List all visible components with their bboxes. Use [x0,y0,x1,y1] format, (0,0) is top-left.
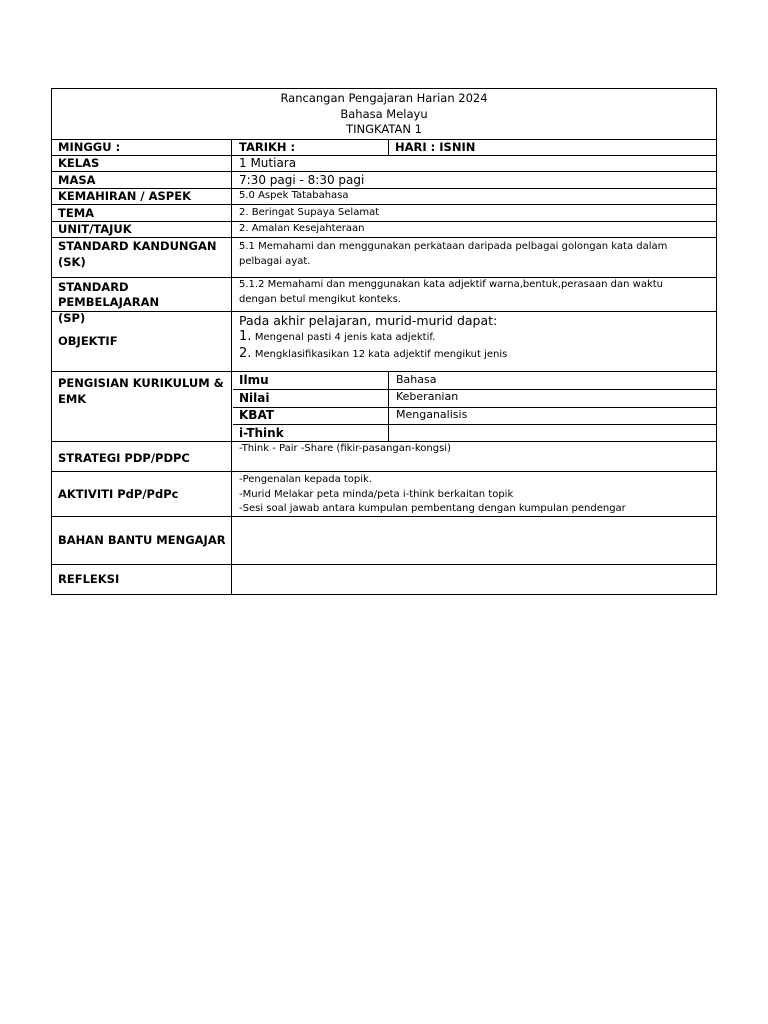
strategi-value: -Think - Pair -Share (fikir-pasangan-kongsi) [239,443,451,454]
bahan-label: BAHAN BANTU MENGAJAR [52,517,232,564]
emk-label [52,372,232,441]
hari-label: HARI : ISNIN [395,140,476,154]
minggu-label: MINGGU : [52,140,232,155]
row-unit [52,221,716,237]
emk-key: i-Think [239,426,284,440]
sk-value [233,238,716,277]
aktiviti-line: -Murid Melakar peta minda/peta i-think berkaitan topik [239,488,514,500]
sp-label [52,278,232,325]
refleksi-value [233,565,716,594]
objektif-item-text: Mengklasifikasikan 12 kata adjektif mengikut jenis [254,348,508,360]
form-level: TINGKATAN 1 [346,122,422,136]
strategi-label: STRATEGI PDP/PDPC [52,442,232,471]
objektif-item [239,329,716,346]
sp-label-line2: (SP) [58,311,86,325]
row-bahan [52,516,716,564]
lesson-plan-table [51,88,717,595]
emk-label-line1: PENGISIAN KURIKULUM & [58,376,224,390]
objektif-intro: Pada akhir pelajaran, murid-murid dapat: [239,313,498,328]
kemahiran-value: 5.0 Aspek Tatabahasa [239,190,349,201]
objektif-value [233,312,716,371]
sk-label-line2: (SK) [58,255,86,269]
kelas-value: 1 Mutiara [239,156,297,170]
row-masa [52,171,716,188]
sp-value-line1: 5.1.2 Memahami dan menggunakan kata adjektif warna,bentuk,perasaan dan waktu [239,279,664,290]
row-refleksi [52,564,716,594]
tema-value: 2. Beringat Supaya Selamat [239,207,380,218]
emk-value: Menganalisis [396,408,468,421]
row-objektif [52,311,716,371]
emk-value: Bahasa [396,373,437,386]
sp-value-line2: dengan betul mengikut konteks. [239,293,401,305]
sk-value-line2: pelbagai ayat. [239,255,311,267]
unit-label: UNIT/TAJUK [52,222,232,237]
emk-row-line [233,407,716,408]
aktiviti-line: -Pengenalan kepada topik. [239,474,373,485]
kelas-label: KELAS [52,156,232,171]
subject-name: Bahasa Melayu [340,106,428,121]
emk-row-line [233,424,716,425]
tarikh-label: TARIKH : [239,140,296,154]
row-aktiviti [52,471,716,516]
cell-divider [388,140,389,155]
document-title: Rancangan Pengajaran Harian 2024 [280,91,488,105]
objektif-item-number: 1. [239,329,252,344]
objektif-label: OBJEKTIF [52,312,232,371]
row-tema [52,204,716,221]
sk-label [52,238,232,277]
row-emk [52,371,716,441]
bahan-value [233,517,716,564]
aktiviti-value [233,472,716,516]
objektif-item-number: 2. [239,345,252,361]
document-header [52,89,716,139]
emk-key: Nilai [239,391,270,405]
masa-value: 7:30 pagi - 8:30 pagi [239,173,365,187]
row-kemahiran [52,188,716,204]
emk-value: Keberanian [396,390,459,403]
objektif-item [239,346,716,363]
sp-label-line1: STANDARD PEMBELAJARAN [58,280,160,309]
sp-value [233,278,716,311]
tema-label: TEMA [52,205,232,221]
emk-row-line [233,389,716,390]
emk-subtable [233,372,716,441]
refleksi-label: REFLEKSI [52,565,232,594]
kemahiran-label: KEMAHIRAN / ASPEK [52,189,232,204]
row-kelas [52,155,716,171]
emk-key: KBAT [239,408,274,422]
aktiviti-line: -Sesi soal jawab antara kumpulan pembentang dengan kumpulan pendengar [239,503,626,514]
emk-label-line2: EMK [58,392,87,406]
row-minggu [52,139,716,155]
sk-value-line1: 5.1 Memahami dan menggunakan perkataan daripada pelbagai golongan kata dalam [239,241,668,252]
objektif-item-text: Mengenal pasti 4 jenis kata adjektif. [254,332,436,343]
masa-label: MASA [52,172,232,188]
emk-key: Ilmu [239,373,269,387]
aktiviti-label: AKTIVITI PdP/PdPc [52,472,232,516]
row-strategi [52,441,716,471]
sk-label-line1: STANDARD KANDUNGAN [58,239,217,253]
row-sk [52,237,716,277]
unit-value: 2. Amalan Kesejahteraan [239,223,365,234]
